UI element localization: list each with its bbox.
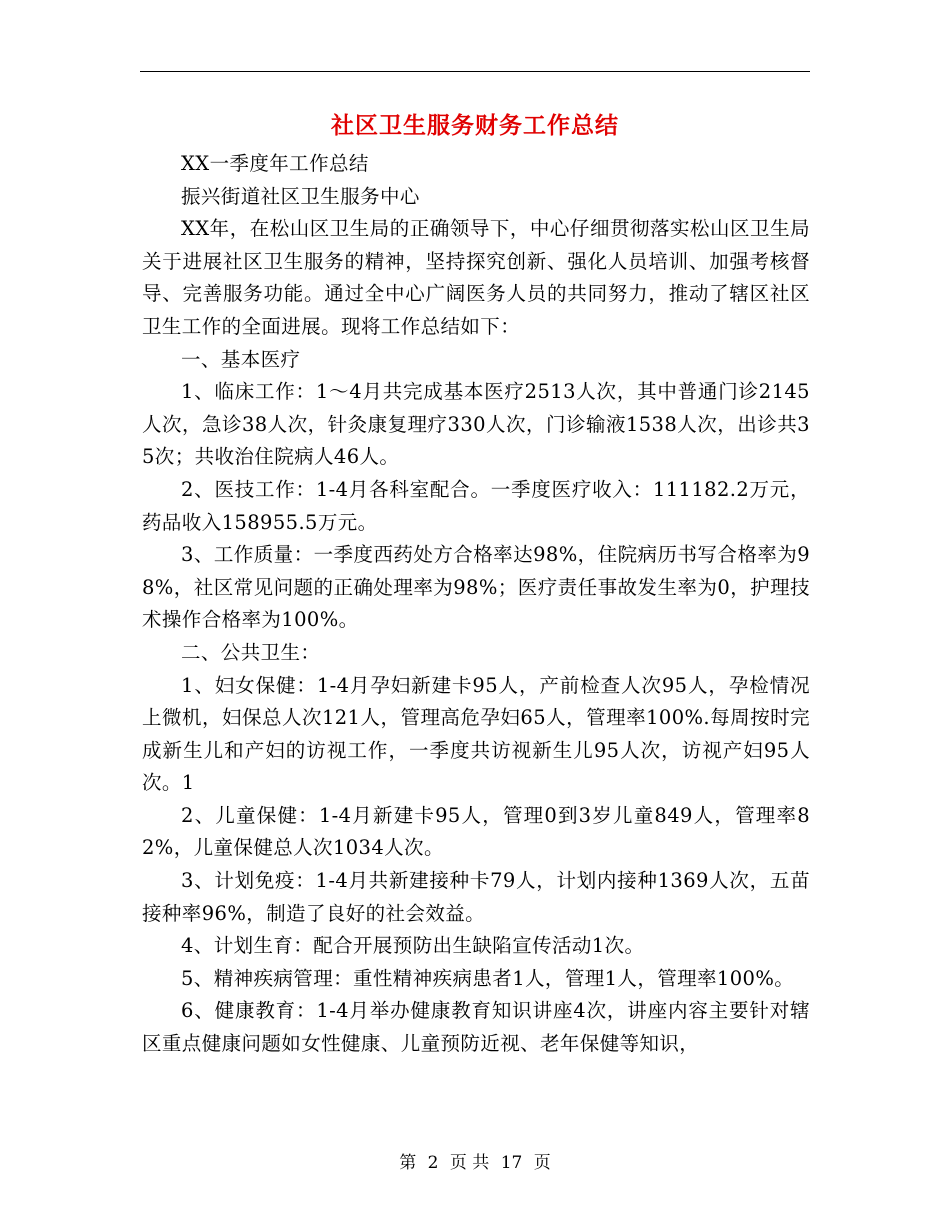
document-body <box>142 148 810 1061</box>
subtitle-organization: 振兴街道社区卫生服务中心 <box>181 184 420 208</box>
header-rule <box>140 71 810 72</box>
paragraph-health-education: 6、健康教育：1-4月举办健康教育知识讲座4次，讲座内容主要针对辖区重点健康问题如女性健康、儿童预防近视、老年保健等知识， <box>142 999 810 1056</box>
footer-page-number: 2 <box>427 1153 439 1173</box>
section-heading-basic-medical: 一、基本医疗 <box>181 347 301 371</box>
paragraph-women-health: 1、妇女保健：1-4月孕妇新建卡95人，产前检查人次95人，孕检情况上微机，妇保总人次121人，管理高危孕妇65人，管理率100%.每周按时完成新生儿和产妇的访视工作，一季度共访视新生儿95人次，访视产妇95人次。1 <box>142 673 810 795</box>
paragraph-work-quality: 3、工作质量：一季度西药处方合格率达98%，住院病历书写合格率为98%，社区常见问题的正确处理率为98%；医疗责任事故发生率为0，护理技术操作合格率为100%。 <box>142 543 810 632</box>
document-title: 社区卫生服务财务工作总结 <box>331 112 619 139</box>
paragraph-clinical-work: 1、临床工作：1～4月共完成基本医疗2513人次，其中普通门诊2145人次，急诊38人次，针灸康复理疗330人次，门诊输液1538人次，出诊共35次；共收治住院病人46人。 <box>142 380 810 469</box>
paragraph-medical-tech: 2、医技工作：1-4月各科室配合。一季度医疗收入：111182.2万元，药品收入158955.5万元。 <box>142 477 810 534</box>
intro-paragraph: XX年，在松山区卫生局的正确领导下，中心仔细贯彻落实松山区卫生局关于进展社区卫生服务的精神，坚持探究创新、强化人员培训、加强考核督导、完善服务功能。通过全中心广阔医务人员的共同努力，推动了辖区社区卫生工作的全面进展。现将工作总结如下： <box>142 217 810 338</box>
paragraph-immunization: 3、计划免疫：1-4月共新建接种卡79人，计划内接种1369人次，五苗接种率96%，制造了良好的社会效益。 <box>142 869 810 925</box>
subtitle-year-summary: XX一季度年工作总结 <box>181 152 369 175</box>
footer-middle: 页 共 <box>449 1153 490 1173</box>
section-heading-public-health: 二、公共卫生： <box>181 640 321 664</box>
paragraph-family-planning: 4、计划生育：配合开展预防出生缺陷宣传活动1次。 <box>181 934 645 958</box>
footer-prefix: 第 <box>399 1153 417 1173</box>
page-footer <box>140 1151 810 1175</box>
footer-suffix: 页 <box>533 1153 551 1173</box>
paragraph-mental-health: 5、精神疾病管理：重性精神疾病患者1人，管理1人，管理率100%。 <box>181 966 795 990</box>
paragraph-child-health: 2、儿童保健：1-4月新建卡95人，管理0到3岁儿童849人，管理率82%，儿童保健总人次1034人次。 <box>142 803 810 860</box>
footer-total-pages: 17 <box>500 1153 523 1173</box>
